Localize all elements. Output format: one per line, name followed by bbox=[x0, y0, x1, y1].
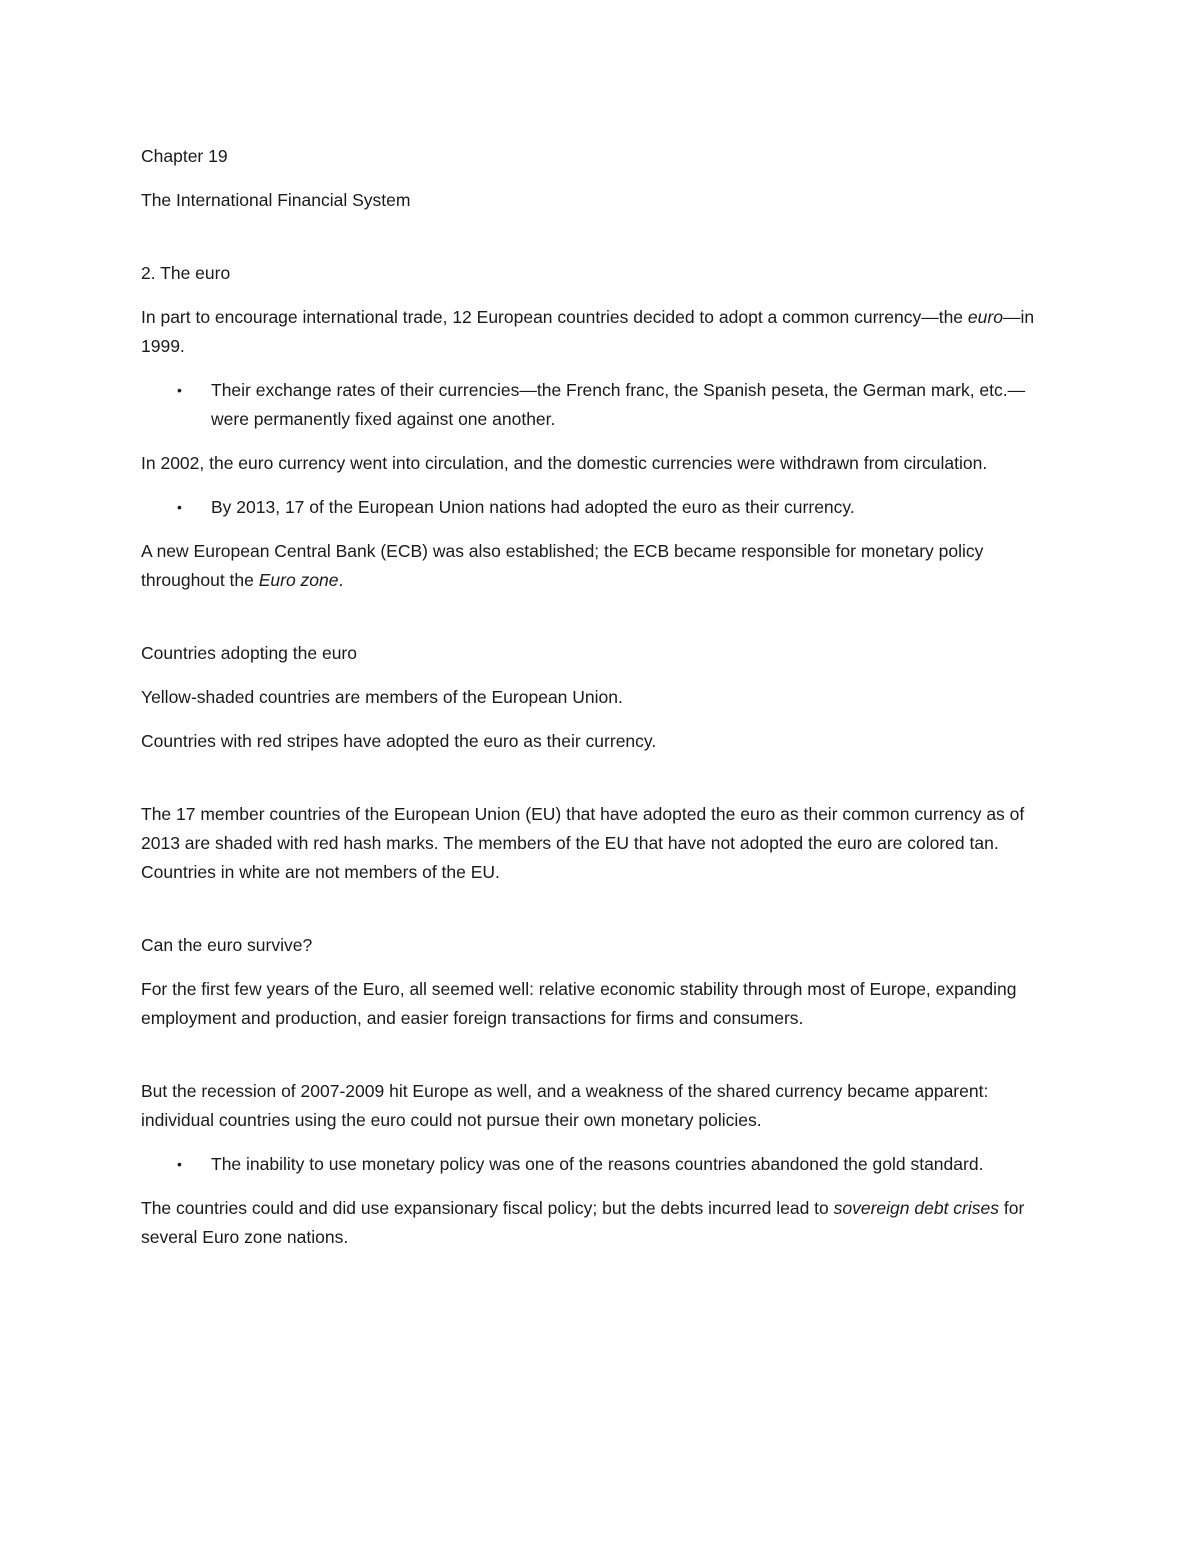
bullet-icon: • bbox=[177, 382, 182, 398]
fiscal-text-start: The countries could and did use expansionary fiscal policy; but the debts incurred lead to bbox=[141, 1198, 834, 1218]
spacer bbox=[141, 902, 1056, 931]
map-caption: The 17 member countries of the European Union (EU) that have adopted the euro as their common currency as of 2013 are shaded with red hash marks. The members of the EU that have not adopted the euro are colored tan. Countries in white are not members of the EU. bbox=[141, 804, 1025, 882]
intro-paragraph bbox=[141, 303, 1056, 361]
bullet-gold-standard bbox=[141, 1150, 1056, 1179]
ecb-paragraph bbox=[141, 537, 1056, 595]
section-heading-euro: 2. The euro bbox=[141, 263, 231, 283]
map-legend-red-stripes: Countries with red stripes have adopted the euro as their currency. bbox=[141, 731, 657, 751]
bullet-icon: • bbox=[177, 499, 182, 515]
bullet-text: By 2013, 17 of the European Union nations had adopted the euro as their currency. bbox=[211, 497, 855, 517]
bullet-icon: • bbox=[177, 1156, 182, 1172]
ecb-emphasis-euro-zone: Euro zone bbox=[258, 570, 339, 590]
paragraph-2002: In 2002, the euro currency went into circulation, and the domestic currencies were withdrawn from circulation. bbox=[141, 453, 988, 473]
fiscal-emphasis-sovereign-debt: sovereign debt crises bbox=[833, 1198, 1000, 1218]
document-title: The International Financial System bbox=[141, 190, 411, 210]
survive-heading: Can the euro survive? bbox=[141, 935, 313, 955]
bullet-text: The inability to use monetary policy was one of the reasons countries abandoned the gold standard. bbox=[211, 1154, 984, 1174]
ecb-text-end: . bbox=[338, 570, 344, 590]
ecb-text-start: A new European Central Bank (ECB) was also established; the ECB became responsible for monetary policy throughout the bbox=[141, 541, 984, 590]
recession-paragraph: But the recession of 2007-2009 hit Europe as well, and a weakness of the shared currency became apparent: individual countries using the euro could not pursue their own monetary policies. bbox=[141, 1081, 989, 1130]
fiscal-text-end: for several Euro zone nations. bbox=[141, 1198, 1025, 1247]
fiscal-paragraph bbox=[141, 1194, 1056, 1252]
spacer bbox=[141, 771, 1056, 800]
survive-paragraph: For the first few years of the Euro, all seemed well: relative economic stability through most of Europe, expanding employment and production, and easier foreign transactions for firms and consumers. bbox=[141, 979, 1017, 1028]
chapter-label: Chapter 19 bbox=[141, 146, 228, 166]
spacer bbox=[141, 610, 1056, 639]
document-body bbox=[141, 142, 1056, 1267]
bullet-exchange-rates bbox=[141, 376, 1056, 434]
spacer bbox=[141, 230, 1056, 259]
intro-text-end: —in 1999. bbox=[141, 307, 1035, 356]
bullet-text: Their exchange rates of their currencies—the French franc, the Spanish peseta, the German mark, etc.—were permanently fixed against one another. bbox=[211, 380, 1026, 429]
intro-emphasis-euro: euro bbox=[967, 307, 1003, 327]
map-legend-yellow: Yellow-shaded countries are members of the European Union. bbox=[141, 687, 623, 707]
map-heading: Countries adopting the euro bbox=[141, 643, 357, 663]
spacer bbox=[141, 1048, 1056, 1077]
bullet-2013-members bbox=[141, 493, 1056, 522]
intro-text-start: In part to encourage international trade, 12 European countries decided to adopt a common currency—the bbox=[141, 307, 968, 327]
